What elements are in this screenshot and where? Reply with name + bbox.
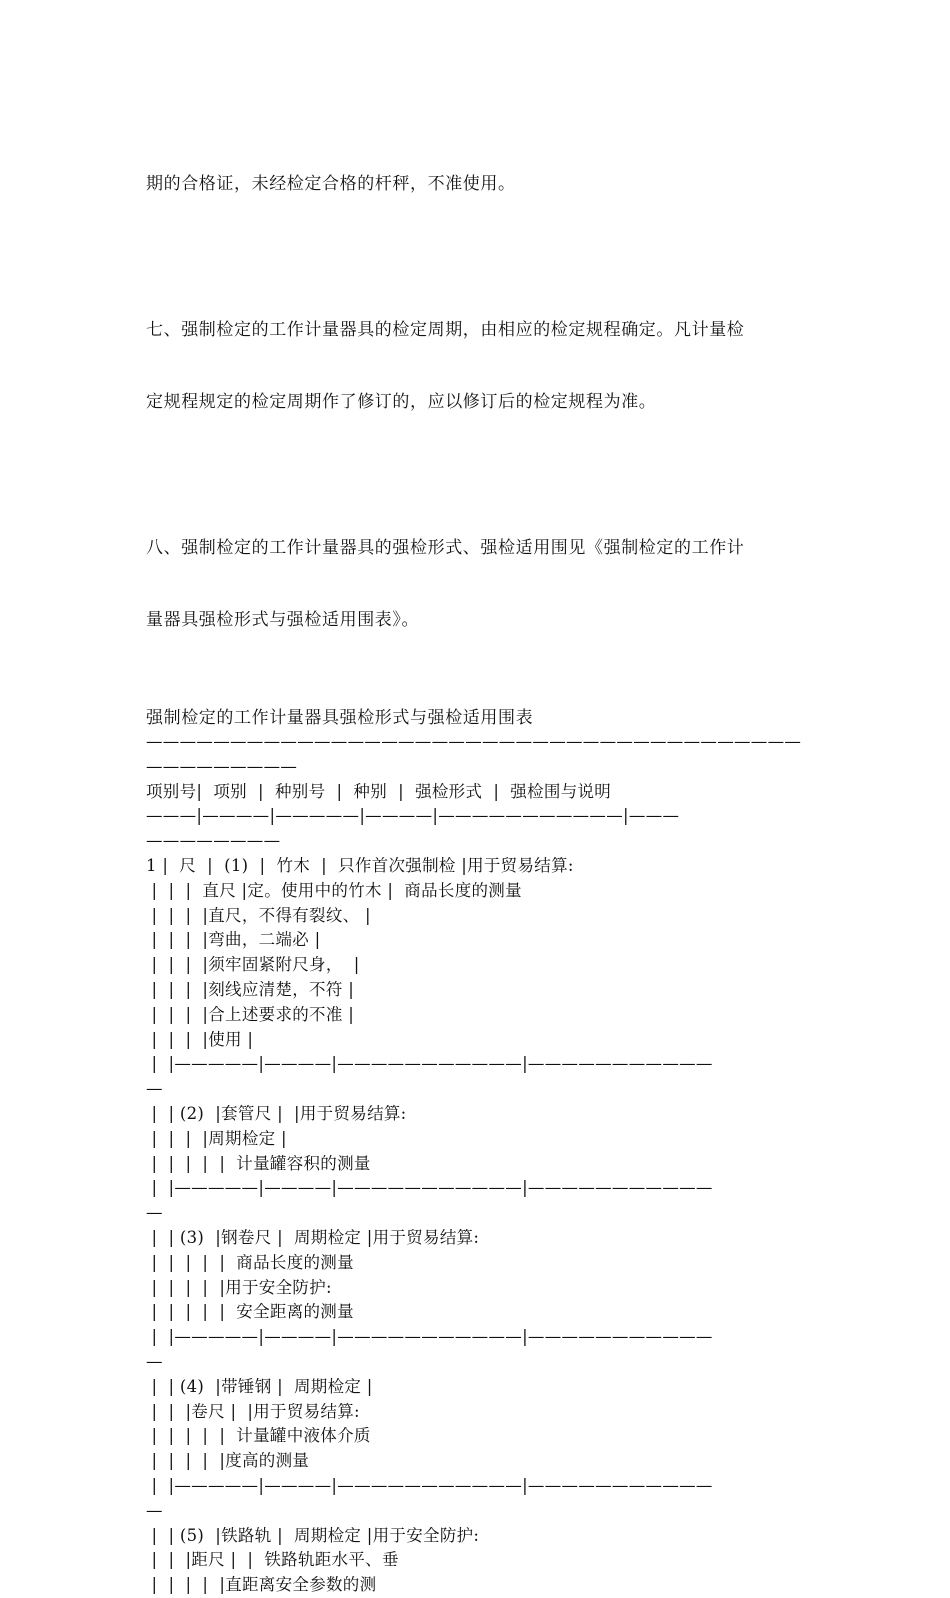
table-text-line: | |—————|————|———————————|———————————: [146, 1475, 713, 1495]
table-text-line: | | |卷尺 | |用于贸易结算:: [146, 1401, 360, 1421]
table-text-line: —: [146, 1079, 163, 1099]
table-text-line: 1 | 尺 | (1) | 竹木 | 只作首次强制检 |用于贸易结算:: [146, 855, 574, 875]
table-text-line: ————————: [146, 831, 281, 851]
paragraph-certificate: [146, 124, 816, 244]
paragraph-line: 七、强制检定的工作计量器具的检定周期，由相应的检定规程确定。凡计量检: [146, 320, 745, 340]
table-text-line: | | | |周期检定 |: [146, 1128, 287, 1148]
table-text-line: | |—————|————|———————————|———————————: [146, 1054, 713, 1074]
table-text-line: ———|————|—————|————|———————————|———: [146, 806, 680, 826]
table-text-line: ———————————————————————————————————————: [146, 732, 802, 751]
table-text-line: | | | |须牢固紧附尺身， |: [146, 955, 360, 975]
document-page: [146, 124, 816, 1598]
table-text-line: | | (4) |带锤钢 | 周期检定 |: [146, 1376, 373, 1396]
table-text-line: | | | |弯曲，二端必 |: [146, 930, 321, 950]
table-text-line: —: [146, 1351, 163, 1371]
table-text-line: | | | | |直距离安全参数的测: [146, 1575, 377, 1595]
table-text-line: | | | | | 商品长度的测量: [146, 1252, 354, 1272]
table-text-line: | | | | | 计量罐中液体介质: [146, 1426, 371, 1446]
table-text-line: | | | | | 安全距离的测量: [146, 1302, 354, 1322]
text-table: [146, 730, 816, 1598]
table-text-line: | | | 直尺 |定。使用中的竹木 | 商品长度的测量: [146, 880, 522, 900]
table-text-line: | | | | |度高的测量: [146, 1451, 310, 1471]
table-text-line: | | | |刻线应清楚，不符 |: [146, 979, 355, 999]
table-title: 强制检定的工作计量器具强检形式与强检适用围表: [146, 708, 534, 728]
table-text-line: | |—————|————|———————————|———————————: [146, 1178, 713, 1198]
table-text-line: 项别号| 项别 | 种别号 | 种别 | 强检形式 | 强检围与说明: [146, 781, 612, 801]
table-text-line: —: [146, 1500, 163, 1520]
paragraph-line: 期的合格证，未经检定合格的杆秤，不准使用。: [146, 174, 516, 194]
table-text-line: —————————: [146, 756, 298, 776]
paragraph-line: 定规程规定的检定周期作了修订的，应以修订后的检定规程为准。: [146, 392, 657, 412]
table-text-line: | | | |直尺，不得有裂纹、 |: [146, 905, 371, 925]
table-text-line: | | (3) |钢卷尺 | 周期检定 |用于贸易结算:: [146, 1227, 480, 1247]
table-text-line: | |—————|————|———————————|———————————: [146, 1327, 713, 1347]
table-text-line: | | | |合上述要求的不准 |: [146, 1004, 355, 1024]
table-text-line: | | (5) |铁路轨 | 周期检定 |用于安全防护:: [146, 1525, 480, 1545]
paragraph-line: 八、强制检定的工作计量器具的强检形式、强检适用围见《强制检定的工作计: [146, 538, 745, 558]
table-text-line: —: [146, 1203, 163, 1223]
paragraph-line: 量器具强检形式与强检适用围表》。: [146, 610, 420, 630]
table-text-line: | | (2) |套管尺 | |用于贸易结算:: [146, 1103, 407, 1123]
table-text-line: | | | |使用 |: [146, 1029, 254, 1049]
table-text-line: | | | | | 计量罐容积的测量: [146, 1153, 371, 1173]
paragraph-seven: [146, 270, 816, 462]
table-text-line: | | |距尺 | | 铁路轨距水平、垂: [146, 1550, 399, 1570]
table-text-line: | | | | |用于安全防护:: [146, 1277, 332, 1297]
paragraph-eight: [146, 488, 816, 680]
